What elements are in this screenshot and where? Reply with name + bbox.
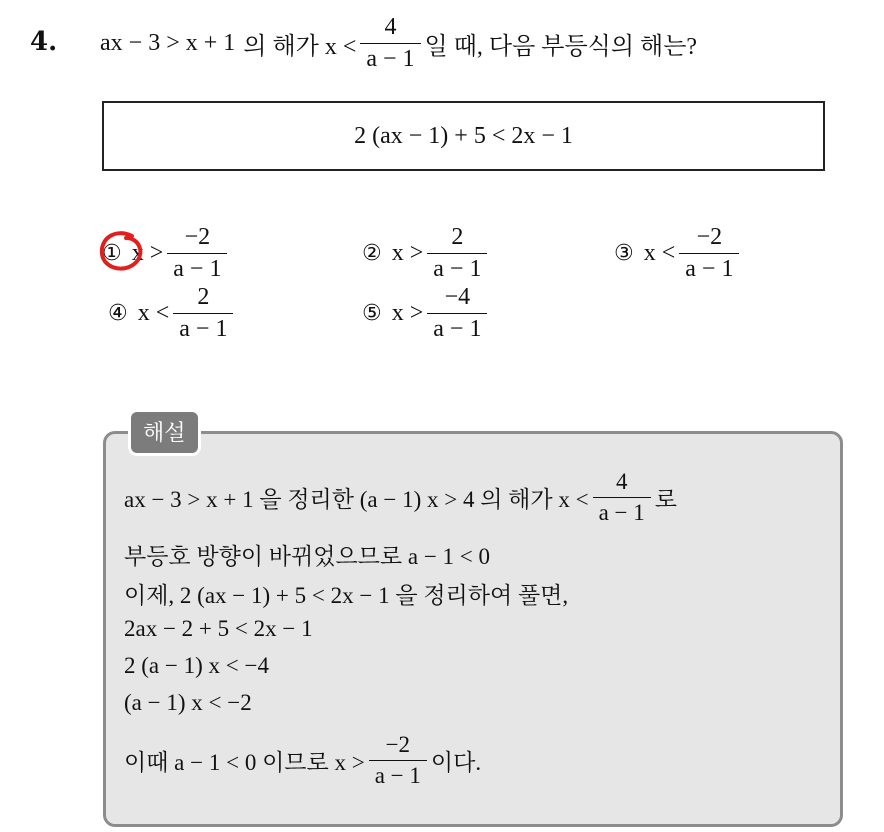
choice-5-num: −4 <box>444 284 471 310</box>
choice-4-fraction <box>173 284 233 343</box>
selected-answer-circle-icon <box>98 230 150 274</box>
solution-line-3: 이제, 2 (ax − 1) + 5 < 2x − 1 을 정리하여 풀면, <box>124 583 569 608</box>
choice-4-num: 2 <box>197 284 210 310</box>
choice-2-mark: ② <box>362 241 382 266</box>
solution-line-7 <box>124 732 481 789</box>
solution-line-1 <box>124 469 677 526</box>
choice-4[interactable] <box>108 284 237 343</box>
choice-1-fraction <box>167 224 227 283</box>
choice-2-fraction <box>427 224 487 283</box>
question-fraction <box>360 14 420 73</box>
choice-1-mark: ① <box>102 241 122 266</box>
choice-3-den: a − 1 <box>679 253 739 283</box>
solution-line-1-num: 4 <box>615 469 628 494</box>
choice-5-mark: ⑤ <box>362 301 382 326</box>
question-number: 4. <box>30 27 58 57</box>
solution-tab-label: 해설 <box>128 409 201 456</box>
choice-5-den: a − 1 <box>427 313 487 343</box>
question-fraction-num: 4 <box>384 14 397 40</box>
choice-3-mark: ③ <box>614 241 634 266</box>
solution-line-7-num: −2 <box>385 732 411 757</box>
solution-line-1-tail: 로 <box>654 487 677 512</box>
choice-2-den: a − 1 <box>427 253 487 283</box>
solution-line-6: (a − 1) x < −2 <box>124 690 252 715</box>
choice-5-lhs: x > <box>391 300 424 326</box>
solution-line-2: 부등호 방향이 바뀌었으므로 a − 1 < 0 <box>124 544 491 569</box>
question-lead: ax − 3 > x + 1 <box>100 30 236 56</box>
inequality-text: 2 (ax − 1) + 5 < 2x − 1 <box>354 122 573 149</box>
choice-2[interactable] <box>362 224 491 283</box>
choice-3[interactable] <box>614 224 743 283</box>
solution-line-7-text: 이때 a − 1 < 0 이므로 x > <box>124 750 365 775</box>
question-text <box>100 14 697 73</box>
choice-4-den: a − 1 <box>173 313 233 343</box>
solution-line-1-text: ax − 3 > x + 1 을 정리한 (a − 1) x > 4 의 해가 x < <box>124 487 589 512</box>
choice-1-lhs: x > <box>131 240 164 266</box>
choice-4-mark: ④ <box>108 301 128 326</box>
choice-3-fraction <box>679 224 739 283</box>
solution-line-4: 2ax − 2 + 5 < 2x − 1 <box>124 616 313 641</box>
question-tail: 일 때, 다음 부등식의 해는? <box>424 34 698 60</box>
choice-1-den: a − 1 <box>167 253 227 283</box>
question-mid: 의 해가 x < <box>243 34 357 60</box>
choice-5-fraction <box>427 284 487 343</box>
solution-line-7-tail: 이다. <box>430 750 482 775</box>
question-fraction-den: a − 1 <box>360 43 420 73</box>
choice-2-num: 2 <box>451 224 464 250</box>
solution-line-5: 2 (a − 1) x < −4 <box>124 653 269 678</box>
inequality-box <box>102 101 825 171</box>
choice-2-lhs: x > <box>391 240 424 266</box>
choice-3-num: −2 <box>696 224 723 250</box>
solution-line-1-fraction <box>593 469 651 526</box>
solution-line-7-den: a − 1 <box>369 760 427 789</box>
choice-4-lhs: x < <box>137 300 170 326</box>
solution-line-7-fraction <box>369 732 427 789</box>
solution-line-1-den: a − 1 <box>593 497 651 526</box>
choice-5[interactable] <box>362 284 491 343</box>
choice-1-num: −2 <box>184 224 211 250</box>
choice-3-lhs: x < <box>643 240 676 266</box>
